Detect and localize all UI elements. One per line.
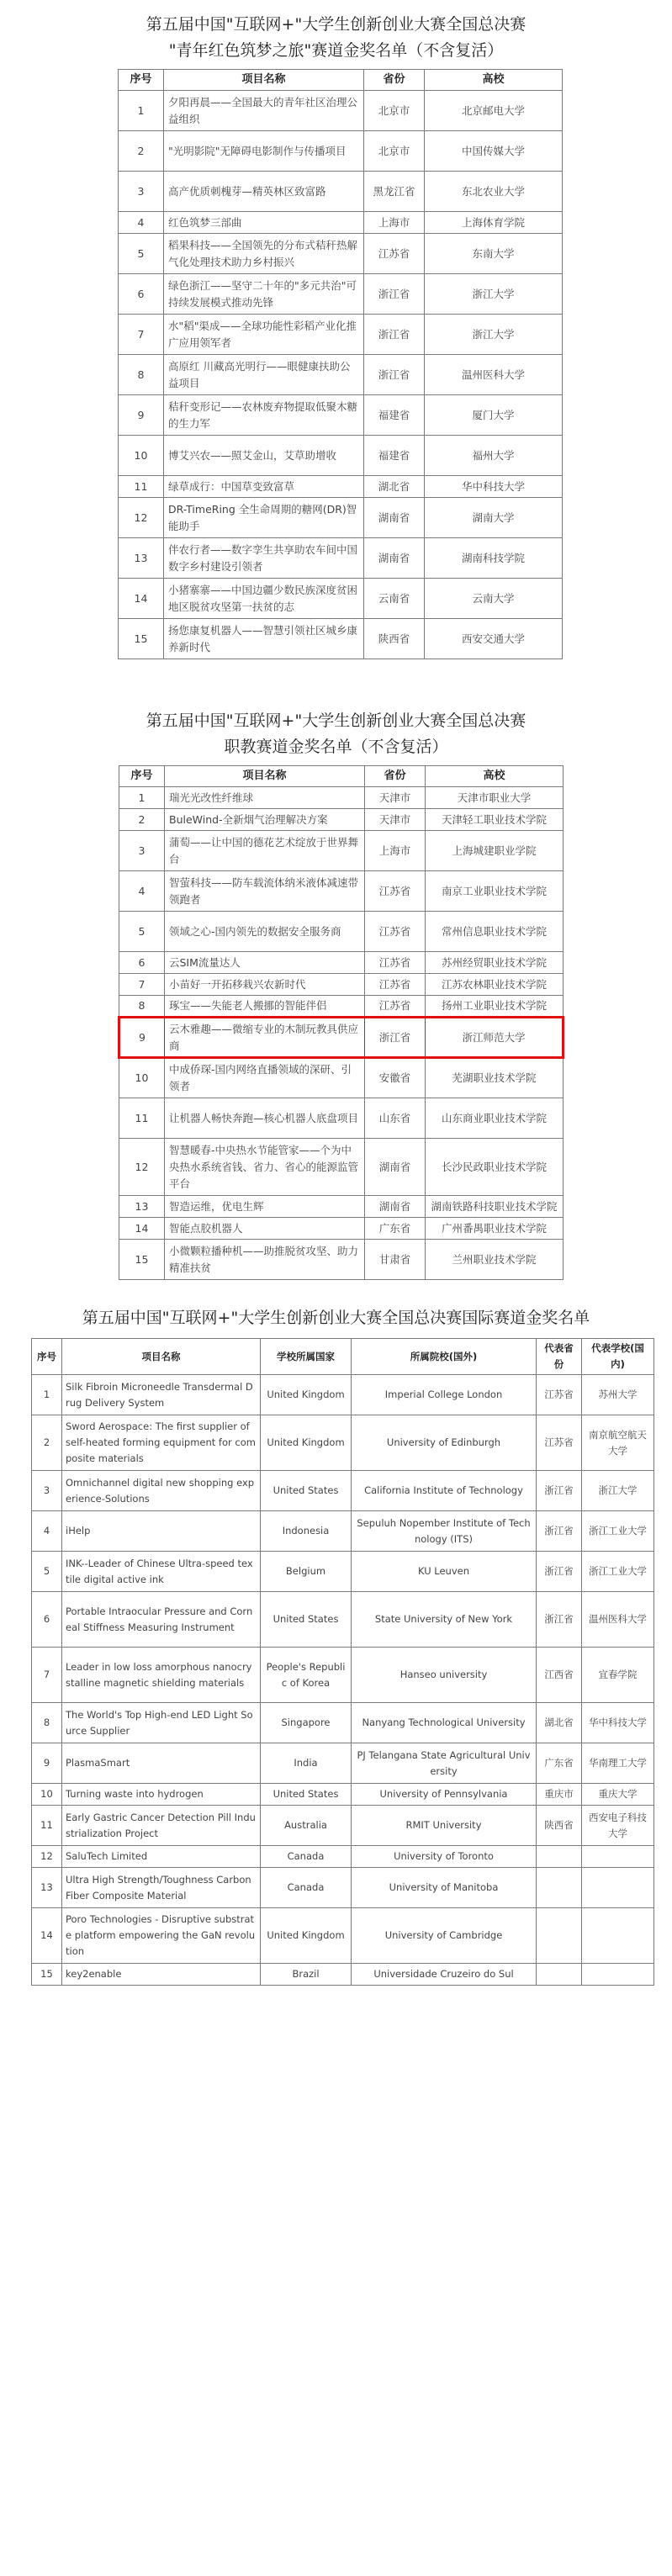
cell-foreign-school: State University of New York <box>352 1592 537 1648</box>
cell-domestic-school: 南京航空航天大学 <box>582 1415 654 1471</box>
cell-province <box>537 1964 582 1986</box>
cell-school: 北京邮电大学 <box>425 91 563 131</box>
cell-school: 上海城建职业学院 <box>426 831 564 871</box>
cell-index: 4 <box>119 212 164 234</box>
cell-foreign-school: RMIT University <box>352 1806 537 1846</box>
cell-school: 兰州职业技术学院 <box>426 1240 564 1280</box>
cell-foreign-school: Universidade Cruzeiro do Sul <box>352 1964 537 1986</box>
cell-domestic-school: 华南理工大学 <box>582 1743 654 1784</box>
cell-project-name: 智造运维，优电生辉 <box>165 1196 365 1218</box>
table-row <box>119 831 564 871</box>
cell-project-name: 云木雅趣——微缩专业的木制玩教具供应商 <box>165 1018 365 1058</box>
table-row <box>119 1218 564 1240</box>
cell-province: 广东省 <box>365 1218 426 1240</box>
cell-index: 13 <box>32 1868 62 1908</box>
header-index: 序号 <box>32 1339 62 1375</box>
cell-index: 14 <box>119 1218 165 1240</box>
table-row <box>119 498 563 538</box>
international-track-title: 第五届中国"互联网+"大学生创新创业大赛全国总决赛国际赛道金奖名单 <box>82 1309 590 1327</box>
header-province: 省份 <box>365 766 426 787</box>
cell-domestic-school: 浙江大学 <box>582 1471 654 1511</box>
cell-foreign-school: University of Cambridge <box>352 1908 537 1964</box>
cell-province: 重庆市 <box>537 1784 582 1806</box>
cell-school: 福州大学 <box>425 436 563 476</box>
cell-province: 湖南省 <box>365 1139 426 1196</box>
red-track-title-line1: 第五届中国"互联网+"大学生创新创业大赛全国总决赛 <box>146 15 526 34</box>
header-index: 序号 <box>119 766 165 787</box>
cell-province: 福建省 <box>364 436 425 476</box>
cell-country: Canada <box>261 1846 352 1868</box>
cell-school: 芜湖职业技术学院 <box>426 1058 564 1098</box>
cell-school: 扬州工业职业技术学院 <box>426 996 564 1018</box>
cell-project-name: 水"稻"渠成——全球功能性彩稻产业化推广应用领军者 <box>164 315 364 355</box>
cell-domestic-school: 西安电子科技大学 <box>582 1806 654 1846</box>
cell-project-name: 智慧暖春-中央热水节能管家——个为中央热水系统省钱、省力、省心的能源监管平台 <box>165 1139 365 1196</box>
cell-project-name: 智萤科技——防车载流体纳米液体减速带领跑者 <box>165 871 365 912</box>
table-row <box>32 1743 654 1784</box>
cell-index: 8 <box>32 1703 62 1743</box>
cell-school: 上海体育学院 <box>425 212 563 234</box>
header-index: 序号 <box>119 70 164 91</box>
table-header-row <box>119 70 563 91</box>
cell-project-name: 绿色浙江——坚守二十年的"多元共治"可持续发展模式推动先锋 <box>164 274 364 315</box>
cell-project-name: Turning waste into hydrogen <box>62 1784 261 1806</box>
cell-province: 浙江省 <box>364 355 425 395</box>
table-row <box>119 912 564 952</box>
cell-domestic-school <box>582 1846 654 1868</box>
cell-province: 江苏省 <box>365 952 426 974</box>
cell-foreign-school: Imperial College London <box>352 1375 537 1415</box>
cell-foreign-school: PJ Telangana State Agricultural University <box>352 1743 537 1784</box>
cell-index: 5 <box>119 912 165 952</box>
cell-project-name: Ultra High Strength/Toughness Carbon Fiber Composite Material <box>62 1868 261 1908</box>
cell-school: 华中科技大学 <box>425 476 563 498</box>
table-row <box>119 871 564 912</box>
header-project: 项目名称 <box>165 766 365 787</box>
cell-index: 5 <box>119 234 164 274</box>
cell-province: 福建省 <box>364 395 425 436</box>
cell-index: 2 <box>32 1415 62 1471</box>
cell-project-name: 稻果科技——全国领先的分布式秸秆热解气化处理技术助力乡村振兴 <box>164 234 364 274</box>
cell-index: 10 <box>32 1784 62 1806</box>
cell-index: 1 <box>119 787 165 809</box>
cell-province: 湖南省 <box>365 1196 426 1218</box>
cell-province: 上海市 <box>364 212 425 234</box>
table-row <box>119 619 563 659</box>
cell-province: 江苏省 <box>365 996 426 1018</box>
table-row <box>32 1868 654 1908</box>
cell-country: Singapore <box>261 1703 352 1743</box>
table-row <box>119 172 563 212</box>
cell-country: United Kingdom <box>261 1415 352 1471</box>
cell-foreign-school: Nanyang Technological University <box>352 1703 537 1743</box>
cell-domestic-school: 苏州大学 <box>582 1375 654 1415</box>
cell-index: 14 <box>119 579 164 619</box>
cell-project-name: Leader in low loss amorphous nanocrystalline magnetic shielding materials <box>62 1648 261 1703</box>
cell-project-name: iHelp <box>62 1511 261 1552</box>
header-school: 高校 <box>425 70 563 91</box>
cell-index: 7 <box>119 315 164 355</box>
cell-school: 浙江大学 <box>425 315 563 355</box>
cell-school: 长沙民政职业技术学院 <box>426 1139 564 1196</box>
cell-index: 10 <box>119 436 164 476</box>
vocational-track-title-line1: 第五届中国"互联网+"大学生创新创业大赛全国总决赛 <box>146 711 526 730</box>
cell-province: 广东省 <box>537 1743 582 1784</box>
cell-index: 7 <box>119 974 165 996</box>
cell-school: 云南大学 <box>425 579 563 619</box>
cell-province: 陕西省 <box>364 619 425 659</box>
cell-index: 11 <box>32 1806 62 1846</box>
cell-project-name: Early Gastric Cancer Detection Pill Industrialization Project <box>62 1806 261 1846</box>
cell-country: People's Republic of Korea <box>261 1648 352 1703</box>
cell-project-name: 秸秆变形记——农林废弃物提取低聚木糖的生力军 <box>164 395 364 436</box>
cell-project-name: 瑞光光改性纤维球 <box>165 787 365 809</box>
vocational-track-section <box>0 659 672 1280</box>
table-row <box>119 315 563 355</box>
cell-domestic-school <box>582 1964 654 1986</box>
cell-index: 2 <box>119 131 164 172</box>
cell-school: 常州信息职业技术学院 <box>426 912 564 952</box>
cell-index: 6 <box>119 274 164 315</box>
table-row <box>32 1552 654 1592</box>
cell-foreign-school: California Institute of Technology <box>352 1471 537 1511</box>
table-row <box>32 1784 654 1806</box>
cell-index: 12 <box>32 1846 62 1868</box>
cell-project-name: Poro Technologies - Disruptive substrate platform empowering the GaN revolution <box>62 1908 261 1964</box>
cell-project-name: DR-TimeRing 全生命周期的糖网(DR)智能助手 <box>164 498 364 538</box>
table-row <box>32 1648 654 1703</box>
cell-project-name: Portable Intraocular Pressure and Corneal Stiffness Measuring Instrument <box>62 1592 261 1648</box>
cell-foreign-school: University of Edinburgh <box>352 1415 537 1471</box>
header-school: 高校 <box>426 766 564 787</box>
cell-domestic-school: 宜春学院 <box>582 1648 654 1703</box>
cell-index: 7 <box>32 1648 62 1703</box>
table-row <box>119 952 564 974</box>
table-row <box>119 436 563 476</box>
cell-school: 广州番禺职业技术学院 <box>426 1218 564 1240</box>
cell-index: 9 <box>32 1743 62 1784</box>
table-row <box>32 1806 654 1846</box>
table-row <box>119 579 563 619</box>
cell-country: Australia <box>261 1806 352 1846</box>
cell-index: 12 <box>119 1139 165 1196</box>
cell-project-name: PlasmaSmart <box>62 1743 261 1784</box>
cell-index: 2 <box>119 809 165 831</box>
cell-project-name: 云SIM流量达人 <box>165 952 365 974</box>
cell-province: 山东省 <box>365 1098 426 1139</box>
header-domestic-school: 代表学校(国内) <box>582 1339 654 1375</box>
table-row <box>119 1240 564 1280</box>
cell-province: 云南省 <box>364 579 425 619</box>
table-row <box>32 1908 654 1964</box>
cell-province: 江苏省 <box>537 1375 582 1415</box>
cell-index: 1 <box>119 91 164 131</box>
cell-domestic-school: 浙江工业大学 <box>582 1511 654 1552</box>
table-row <box>119 1139 564 1196</box>
table-row <box>119 1098 564 1139</box>
cell-project-name: INK--Leader of Chinese Ultra-speed textile digital active ink <box>62 1552 261 1592</box>
cell-country: United Kingdom <box>261 1375 352 1415</box>
cell-province: 江苏省 <box>365 871 426 912</box>
table-row <box>32 1415 654 1471</box>
cell-country: United States <box>261 1592 352 1648</box>
cell-index: 13 <box>119 1196 165 1218</box>
cell-domestic-school: 华中科技大学 <box>582 1703 654 1743</box>
cell-index: 9 <box>119 1018 165 1058</box>
cell-province <box>537 1908 582 1964</box>
cell-index: 13 <box>119 538 164 579</box>
cell-index: 8 <box>119 355 164 395</box>
cell-province: 江苏省 <box>537 1415 582 1471</box>
table-row <box>119 395 563 436</box>
table-row <box>119 996 564 1018</box>
cell-school: 厦门大学 <box>425 395 563 436</box>
cell-index: 15 <box>119 619 164 659</box>
cell-project-name: Sword Aerospace: The first supplier of self-heated forming equipment for composite materials <box>62 1415 261 1471</box>
cell-index: 15 <box>119 1240 165 1280</box>
cell-school: 天津轻工职业技术学院 <box>426 809 564 831</box>
table-row <box>119 538 563 579</box>
cell-school: 浙江大学 <box>425 274 563 315</box>
header-country: 学校所属国家 <box>261 1339 352 1375</box>
cell-index: 10 <box>119 1058 165 1098</box>
cell-foreign-school: University of Pennsylvania <box>352 1784 537 1806</box>
cell-foreign-school: KU Leuven <box>352 1552 537 1592</box>
cell-domestic-school <box>582 1908 654 1964</box>
cell-school: 苏州经贸职业技术学院 <box>426 952 564 974</box>
international-track-table <box>31 1338 654 1986</box>
cell-index: 3 <box>119 172 164 212</box>
table-row-highlighted <box>119 1018 564 1058</box>
header-foreign-school: 所属院校(国外) <box>352 1339 537 1375</box>
table-row <box>119 809 564 831</box>
cell-project-name: 夕阳再晨——全国最大的青年社区治理公益组织 <box>164 91 364 131</box>
cell-province: 陕西省 <box>537 1806 582 1846</box>
cell-index: 3 <box>32 1471 62 1511</box>
cell-province: 北京市 <box>364 131 425 172</box>
table-row <box>32 1375 654 1415</box>
cell-project-name: 扬您康复机器人——智慧引领社区城乡康养新时代 <box>164 619 364 659</box>
cell-province: 北京市 <box>364 91 425 131</box>
cell-school: 中国传媒大学 <box>425 131 563 172</box>
cell-province: 浙江省 <box>364 315 425 355</box>
cell-province: 湖北省 <box>537 1703 582 1743</box>
cell-project-name: Silk Fibroin Microneedle Transdermal Drug Delivery System <box>62 1375 261 1415</box>
red-track-section <box>0 0 672 659</box>
cell-project-name: 博艾兴农——照艾金山，艾草助增收 <box>164 436 364 476</box>
cell-province: 天津市 <box>365 809 426 831</box>
cell-school: 东南大学 <box>425 234 563 274</box>
cell-domestic-school: 浙江工业大学 <box>582 1552 654 1592</box>
cell-country: United States <box>261 1471 352 1511</box>
cell-index: 9 <box>119 395 164 436</box>
cell-province: 安徽省 <box>365 1058 426 1098</box>
cell-project-name: 小猪寨寨——中国边疆少数民族深度贫困地区脱贫攻坚第一扶贫的志 <box>164 579 364 619</box>
table-row <box>119 234 563 274</box>
cell-project-name: 琢宝——失能老人搬挪的智能伴侣 <box>165 996 365 1018</box>
cell-foreign-school: Sepuluh Nopember Institute of Technology (ITS) <box>352 1511 537 1552</box>
cell-project-name: SaluTech Limited <box>62 1846 261 1868</box>
table-row <box>119 974 564 996</box>
cell-project-name: 伴农行者——数字孪生共享助农车间中国数字乡村建设引领者 <box>164 538 364 579</box>
table-row <box>119 212 563 234</box>
cell-province: 上海市 <box>365 831 426 871</box>
header-province: 代表省份 <box>537 1339 582 1375</box>
cell-project-name: "光明影院"无障碍电影制作与传播项目 <box>164 131 364 172</box>
cell-domestic-school: 重庆大学 <box>582 1784 654 1806</box>
cell-project-name: Omnichannel digital new shopping experience-Solutions <box>62 1471 261 1511</box>
cell-province: 浙江省 <box>365 1018 426 1058</box>
cell-school: 湖南科技学院 <box>425 538 563 579</box>
vocational-track-title-line2: 职教赛道金奖名单（不含复活） <box>224 738 448 756</box>
table-row <box>119 1196 564 1218</box>
cell-province: 浙江省 <box>364 274 425 315</box>
table-row <box>32 1964 654 1986</box>
cell-province: 浙江省 <box>537 1511 582 1552</box>
cell-school: 湖南大学 <box>425 498 563 538</box>
cell-province: 湖南省 <box>364 498 425 538</box>
cell-province <box>537 1846 582 1868</box>
cell-province: 湖北省 <box>364 476 425 498</box>
cell-school: 江苏农林职业技术学院 <box>426 974 564 996</box>
cell-project-name: 中成侨琛-国内网络直播领域的深研、引领者 <box>165 1058 365 1098</box>
cell-province: 浙江省 <box>537 1471 582 1511</box>
cell-school: 山东商业职业技术学院 <box>426 1098 564 1139</box>
cell-country: United States <box>261 1784 352 1806</box>
cell-province: 江西省 <box>537 1648 582 1703</box>
red-track-title-line2: "青年红色筑梦之旅"赛道金奖名单（不含复活） <box>168 41 504 60</box>
cell-province <box>537 1868 582 1908</box>
cell-project-name: 让机器人畅快奔跑—核心机器人底盘项目 <box>165 1098 365 1139</box>
cell-index: 4 <box>119 871 165 912</box>
cell-foreign-school: Hanseo university <box>352 1648 537 1703</box>
cell-index: 12 <box>119 498 164 538</box>
cell-province: 黑龙江省 <box>364 172 425 212</box>
cell-project-name: 红色筑梦三部曲 <box>164 212 364 234</box>
cell-province: 江苏省 <box>365 912 426 952</box>
table-row <box>32 1703 654 1743</box>
header-project: 项目名称 <box>164 70 364 91</box>
cell-domestic-school <box>582 1868 654 1908</box>
cell-project-name: 蒲萄——让中国的德花艺术绽放于世界舞台 <box>165 831 365 871</box>
table-row <box>32 1471 654 1511</box>
table-row <box>32 1846 654 1868</box>
cell-project-name: 小微颗粒播种机——助推脱贫攻坚、助力精准扶贫 <box>165 1240 365 1280</box>
cell-school: 东北农业大学 <box>425 172 563 212</box>
cell-foreign-school: University of Toronto <box>352 1846 537 1868</box>
cell-province: 江苏省 <box>364 234 425 274</box>
cell-project-name: 高原红 川藏高光明行——眼健康扶助公益项目 <box>164 355 364 395</box>
table-row <box>119 1058 564 1098</box>
cell-index: 1 <box>32 1375 62 1415</box>
cell-index: 3 <box>119 831 165 871</box>
cell-country: Belgium <box>261 1552 352 1592</box>
cell-project-name: 小苗好一开拓移栽兴农新时代 <box>165 974 365 996</box>
cell-province: 甘肃省 <box>365 1240 426 1280</box>
cell-province: 天津市 <box>365 787 426 809</box>
table-row <box>119 476 563 498</box>
cell-province: 湖南省 <box>364 538 425 579</box>
cell-province: 浙江省 <box>537 1552 582 1592</box>
table-row <box>119 131 563 172</box>
vocational-track-table <box>118 765 564 1280</box>
header-project: 项目名称 <box>62 1339 261 1375</box>
cell-index: 11 <box>119 476 164 498</box>
table-row <box>119 355 563 395</box>
table-row <box>119 787 564 809</box>
cell-foreign-school: University of Manitoba <box>352 1868 537 1908</box>
cell-country: Brazil <box>261 1964 352 1986</box>
table-row <box>119 91 563 131</box>
cell-school: 天津市职业大学 <box>426 787 564 809</box>
cell-school: 温州医科大学 <box>425 355 563 395</box>
cell-project-name: 领域之心-国内领先的数据安全服务商 <box>165 912 365 952</box>
cell-school: 西安交通大学 <box>425 619 563 659</box>
cell-country: United Kingdom <box>261 1908 352 1964</box>
cell-index: 4 <box>32 1511 62 1552</box>
table-header-row <box>119 766 564 787</box>
red-track-table <box>118 69 563 659</box>
cell-province: 浙江省 <box>537 1592 582 1648</box>
cell-domestic-school: 温州医科大学 <box>582 1592 654 1648</box>
cell-index: 5 <box>32 1552 62 1592</box>
cell-project-name: 绿草成行：中国草变致富草 <box>164 476 364 498</box>
cell-index: 6 <box>119 952 165 974</box>
cell-school: 湖南铁路科技职业技术学院 <box>426 1196 564 1218</box>
cell-index: 15 <box>32 1964 62 1986</box>
cell-school: 浙江师范大学 <box>426 1018 564 1058</box>
cell-project-name: key2enable <box>62 1964 261 1986</box>
cell-index: 14 <box>32 1908 62 1964</box>
table-header-row <box>32 1339 654 1375</box>
cell-project-name: The World's Top High-end LED Light Source Supplier <box>62 1703 261 1743</box>
cell-province: 江苏省 <box>365 974 426 996</box>
table-row <box>119 274 563 315</box>
cell-country: Indonesia <box>261 1511 352 1552</box>
cell-index: 6 <box>32 1592 62 1648</box>
header-province: 省份 <box>364 70 425 91</box>
cell-project-name: 智能点胶机器人 <box>165 1218 365 1240</box>
international-track-section <box>0 1280 672 1986</box>
table-row <box>32 1511 654 1552</box>
cell-country: Canada <box>261 1868 352 1908</box>
cell-school: 南京工业职业技术学院 <box>426 871 564 912</box>
cell-index: 11 <box>119 1098 165 1139</box>
table-row <box>32 1592 654 1648</box>
cell-project-name: 高产优质刺槐芽—精英林区致富路 <box>164 172 364 212</box>
cell-project-name: BuleWind-全新烟气治理解决方案 <box>165 809 365 831</box>
cell-country: India <box>261 1743 352 1784</box>
cell-index: 8 <box>119 996 165 1018</box>
